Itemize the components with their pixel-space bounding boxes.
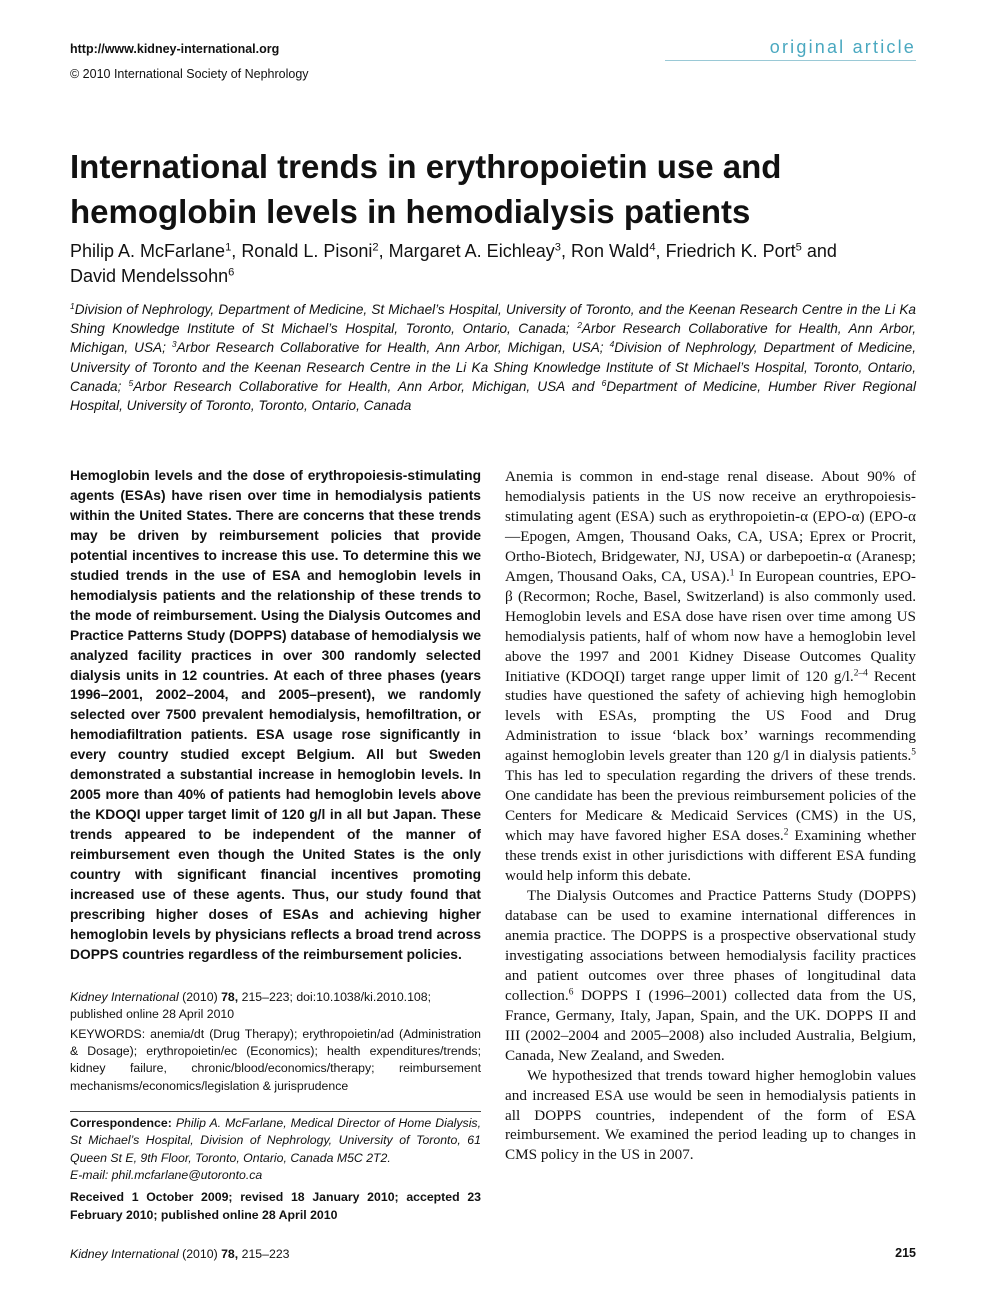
text-run: In European countries, EPO-β (Recormon; Roche, Basel, Switzerland) is also commonly used. Hemoglobin levels and ESA dose have risen over time among US hemodialysis patients, half of whom now have a hemoglobin level above the 1997 and 2001 Kidney Disease Outcomes Quality Initiative (KDOQI) target range upper limit of 120 g/l. (505, 567, 916, 685)
affiliation-marker: 6 (601, 377, 607, 388)
text-run: DOPPS I (1996–2001) collected data from the US, France, Germany, Italy, Japan, Spain, and the UK. DOPPS II and III (2002–2004 and 2005–2008) also included Australia, Belgium, Canada, New Zealand, and Sweden. (505, 986, 916, 1064)
citation-year: (2010) (182, 990, 218, 1004)
author-name: Ronald L. Pisoni (241, 241, 373, 261)
author-separator: , (378, 241, 389, 261)
author-list (70, 239, 920, 289)
text-run: We hypothesized that trends toward higher hemoglobin values and increased ESA use would be seen in hemodialysis patients in all DOPPS countries, independent of the form of ESA reimbursement. We examined the period leading up to changes in CMS policy in the US in 2007. (505, 1066, 916, 1164)
footer-year: (2010) (182, 1247, 218, 1261)
author-affiliation-marker: 5 (795, 241, 802, 254)
author-affiliation-marker: 6 (228, 266, 235, 279)
footer-citation (70, 1247, 290, 1261)
correspondence-rule (70, 1111, 481, 1112)
author-name: Philip A. McFarlane (70, 241, 226, 261)
citation-doi[interactable]: 215–223; doi:10.1038/ki.2010.108; (241, 990, 432, 1004)
section-label: original article (769, 37, 916, 57)
footer-pages: 215–223 (241, 1247, 290, 1261)
reference-marker[interactable]: 1 (729, 568, 735, 579)
affiliation-marker: 3 (171, 339, 177, 350)
reference-marker[interactable]: 2–4 (853, 667, 868, 678)
correspondence-text: Philip A. McFarlane, Medical Director of Home Dialysis, St Michael’s Hospital, Division of Nephrology, University of Toronto, 61 Queen St E, 9th Floor, Toronto, Ontario, Canada M5C 2T2. (70, 1116, 481, 1165)
affiliation-marker: 4 (609, 339, 615, 350)
affiliation-text: Division of Nephrology, Department of Medicine, University of Toronto and the Keenan Research Centre in the Li Ka Shing Knowledge Institute of St Michael’s Hospital, Toronto, Ontario, Canada; (70, 340, 917, 394)
author-separator: , (560, 241, 571, 261)
author-separator: , (231, 241, 242, 261)
correspondence-email[interactable]: E-mail: phil.mcfarlane@utoronto.ca (70, 1167, 263, 1182)
page-number: 215 (895, 1246, 916, 1260)
correspondence-label: Correspondence: (70, 1116, 172, 1130)
author-affiliation-marker: 3 (554, 241, 561, 254)
affiliation-text: Department of Medicine, Humber River Regional Hospital, University of Toronto, Toronto, Ontario, Canada (70, 378, 917, 414)
keywords: KEYWORDS: anemia/dt (Drug Therapy); erythropoietin/ad (Administration & Dosage); erythropoietin/ec (Economics); health expenditures/trends; kidney failure, chronic/blood/economics/therapy; reimbursement mechanisms/economics/legislation & jurisprudence (70, 1027, 481, 1093)
author-name: Friedrich K. Port (665, 241, 796, 261)
affiliations (70, 300, 916, 415)
affiliation-text: Arbor Research Collaborative for Health, Ann Arbor, Michigan, USA and (133, 378, 602, 394)
article-title: International trends in erythropoietin use and hemoglobin levels in hemodialysis patients (70, 148, 782, 230)
reference-marker[interactable]: 5 (911, 747, 916, 758)
text-run: Anemia is common in end-stage renal disease. About 90% of hemodialysis patients in the US now receive an erythropoiesis-stimulating agent (ESA) such as erythropoietin-α (EPO-α) (EPO-α—Epogen, Amgen, Thousand Oaks, CA, USA; Eprex or Procrit, Ortho-Biotech, Bridgewater, NJ, USA) or darbepoetin-α (Aranesp; Amgen, Thousand Oaks, CA, USA). (505, 468, 916, 585)
author-affiliation-marker: 2 (372, 241, 379, 254)
citation-volume: 78, (221, 990, 239, 1004)
author-separator: , (655, 241, 666, 261)
author-affiliation-marker: 4 (649, 241, 656, 254)
reference-marker[interactable]: 6 (568, 987, 574, 998)
affiliation-text: Arbor Research Collaborative for Health, Ann Arbor, Michigan, USA; (176, 340, 610, 356)
author-name: Margaret A. Eichleay (388, 241, 555, 261)
author-name: Ron Wald (570, 241, 650, 261)
affiliation-text: Arbor Research Collaborative for Health, Ann Arbor, Michigan, USA; (70, 321, 916, 356)
text-run: Examining whether these trends exist in other jurisdictions with different ESA funding would help inform this debate. (505, 827, 917, 885)
citation-online: published online 28 April 2010 (70, 1007, 235, 1021)
body-paragraph-2 (505, 886, 916, 1066)
text-run: Recent studies have questioned the safety of achieving high hemoglobin levels with ESAs, prompting the US Food and Drug Administration to issue ‘black box’ warnings recommending against hemoglobin levels greater than 120 g/l in dialysis patients. (505, 667, 916, 765)
header-rule (665, 60, 916, 61)
body-text (505, 467, 916, 1165)
affiliation-marker: 5 (128, 377, 134, 388)
affiliation-marker: 2 (577, 320, 582, 331)
reference-marker[interactable]: 2 (783, 827, 789, 838)
affiliation-text: Division of Nephrology, Department of Medicine, St Michael’s Hospital, University of Toronto, and the Keenan Research Centre in the Li Ka Shing Knowledge Institute of St Michael’s Hospital, Toronto, Ontario, Canada; (70, 302, 916, 337)
author-separator: and (801, 241, 837, 261)
footer-journal: Kidney International (70, 1247, 179, 1261)
journal-url[interactable]: http://www.kidney-international.org (70, 42, 280, 56)
citation (70, 989, 481, 1023)
abstract: Hemoglobin levels and the dose of erythropoiesis-stimulating agents (ESAs) have risen over time in hemodialysis patients within the United States. There are concerns that these trends may be driven by reimbursement policies that provide potential incentives to increase this use. To determine this we studied trends in the use of ESA and hemoglobin levels in hemodialysis patients and the relationship of these trends to the mode of reimbursement. Using the Dialysis Outcomes and Practice Patterns Study (DOPPS) database of hemodialysis we analyzed facility practices in over 300 randomly selected dialysis units in 12 countries. At each of three phases (years 1996–2001, 2002–2004, and 2005–present), we randomly selected over 7500 prevalent hemodialysis, hemofiltration, or hemodiafiltration patients. ESA usage rose significantly in every country studied except Belgium. All but Sweden demonstrated a substantial increase in hemoglobin levels. In 2005 more than 40% of patients had hemoglobin levels above the KDOQI upper target limit of 120 g/l in all but Japan. These trends appeared to be independent of the manner of reimbursement even though the United States is the only country with significant financial incentives promoting increased use of these agents. Thus, our study found that prescribing higher doses of ESAs and achieving higher hemoglobin levels by physicians reflects a broad trend across DOPPS countries regardless of the reimbursement policies. (70, 468, 481, 962)
copyright-notice: © 2010 International Society of Nephrology (70, 67, 309, 81)
footer-volume: 78, (221, 1247, 239, 1261)
body-paragraph-3 (505, 1066, 916, 1166)
author-affiliation-marker: 1 (225, 241, 232, 254)
author-name: David Mendelssohn (70, 266, 229, 286)
body-paragraph-1 (505, 467, 916, 886)
text-run: This has led to speculation regarding the drivers of these trends. One candidate has been the previous reimbursement policies of the Centers for Medicare & Medicaid Services (CMS) in the US, which may have favored higher ESA doses. (505, 767, 916, 845)
correspondence (70, 1115, 481, 1184)
received-dates: Received 1 October 2009; revised 18 January 2010; accepted 23 February 2010; published online 28 April 2010 (70, 1190, 481, 1222)
text-run: The Dialysis Outcomes and Practice Patterns Study (DOPPS) database can be used to examine international differences in anemia practice. The DOPPS is a prospective observational study investigating associations between hemodialysis facility practices and patient outcomes over three phases of longitudinal data collection. (505, 887, 916, 1004)
affiliation-marker: 1 (70, 300, 75, 311)
citation-journal: Kidney International (70, 990, 179, 1004)
